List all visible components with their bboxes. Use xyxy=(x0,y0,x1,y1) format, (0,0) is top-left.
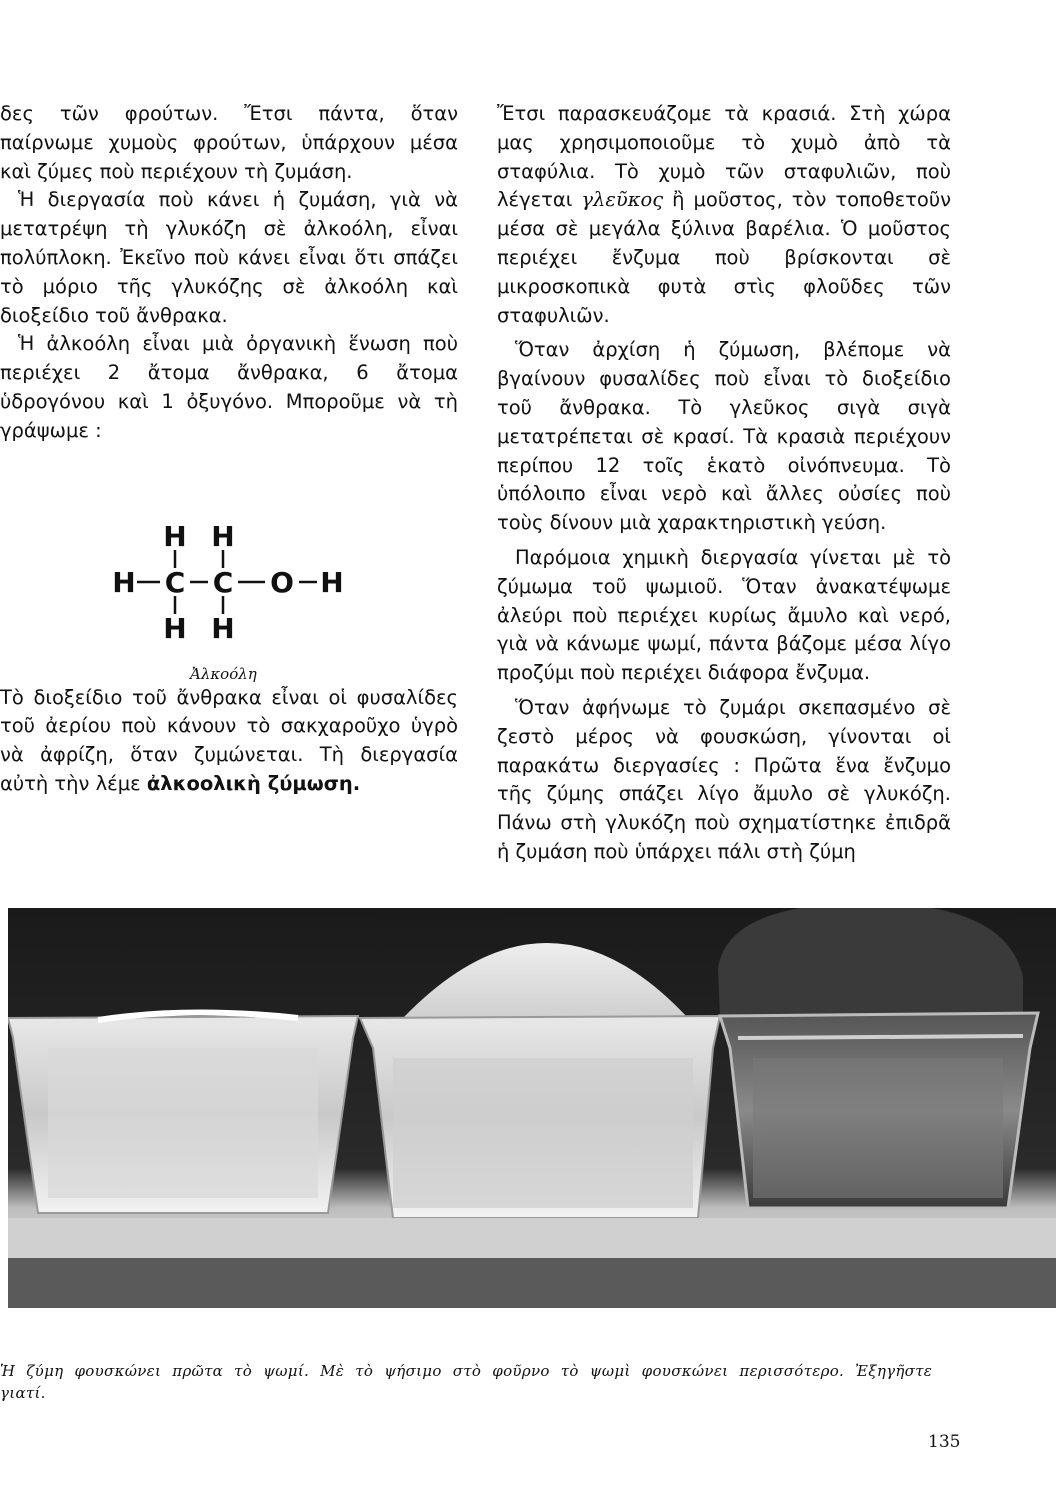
bread-loaves-photo xyxy=(8,908,1056,1308)
photo-illustration xyxy=(8,908,1056,1308)
paragraph: Παρόμοια χημικὴ διεργασία γίνεται μὲ τὸ ζύμωμα τοῦ ψωμιοῦ. Ὅταν ἀνακατέψωμε ἀλεύρι ποὺ περιέχει κυρίως ἄμυλο καὶ νερό, γιὰ νὰ κάνωμε ψωμί, πάντα βάζομε μέσα λίγο προζύμι ποὺ περιέχει διάφορα ἔνζυμα. xyxy=(497,545,951,685)
atom-h-left: H xyxy=(112,566,136,599)
paragraph: Ὅταν ἀφήνωμε τὸ ζυμάρι σκεπασμένο σὲ ζεστὸ μέρος νὰ φουσκώση, γίνονται οἱ παρακάτω διεργασίες : Πρῶτα ἕνα ἔνζυμο τῆς ζύμης σπάζει λίγο ἄμυλο σὲ γλυκόζη. Πάνω στὴ γλυκόζη ποὺ σχηματίστηκε ἐπιδρᾶ ἡ ζυμάση ποὺ ὑπάρχει πάλι στὴ ζύμη xyxy=(497,695,951,863)
atom-h-right: H xyxy=(320,566,344,599)
atom-o: O xyxy=(270,566,294,599)
atom-h-top-1: H xyxy=(163,520,187,553)
atom-h-bottom-2: H xyxy=(211,612,235,645)
paragraph-text: ἢ μοῦστος, τὸν τοποθετοῦν μέσα σὲ μεγάλα ξύλινα βαρέλια. Ὁ μοῦστος περιέχει ἔνζυμα ποὺ βρίσκονται σὲ μικροσκοπικὰ φυτὰ στὶς φλοῦδες τῶν σταφυλιῶν. xyxy=(497,188,951,327)
paragraph: δες τῶν φρούτων. Ἔτσι πάντα, ὅταν παίρνωμε χυμοὺς φρούτων, ὑπάρχουν μέσα καὶ ζύμες ποὺ περιέχουν τὴ ζυμάση. xyxy=(0,102,458,183)
atom-c-1: C xyxy=(164,566,186,599)
paragraph: Ἡ ἀλκοόλη εἶναι μιὰ ὀργανικὴ ἕνωση ποὺ περιέχει 2 ἄτομα ἄνθρακα, 6 ἄτομα ὑδρογόνου καὶ 1 ὀξυγόνο. Μποροῦμε νὰ τὴ γράψωμε : xyxy=(0,332,458,442)
photo-caption: Ἡ ζύμη φουσκώνει πρῶτα τὸ ψωμί. Μὲ τὸ ψήσιμο στὸ φοῦρνο τὸ ψωμὶ φουσκώνει περισσότερο. Ἐξηγῆστε γιατί. xyxy=(0,1362,933,1402)
atom-h-bottom-1: H xyxy=(163,612,187,645)
paragraph-text: Τὸ διοξείδιο τοῦ ἄνθρακα εἶναι οἱ φυσαλίδες τοῦ ἀερίου ποὺ κάνουν τὸ σακχαροῦχο ὑγρὸ νὰ ἀφρίζη, ὅταν ζυμώνεται. Τὴ διεργασία αὐτὴ τὴν λέμε xyxy=(0,685,458,795)
term-alcoholic-fermentation: ἀλκοολικὴ ζύμωση. xyxy=(146,771,361,795)
paragraph: Ἡ διεργασία ποὺ κάνει ἡ ζυμάση, γιὰ νὰ μετατρέψη τὴ γλυκόζη σὲ ἀλκοόλη, εἶναι πολύπλοκη. Ἐκεῖνο ποὺ κάνει εἶναι ὅτι σπάζει τὸ μόριο τῆς γλυκόζης σὲ ἀλκοόλη καὶ διοξείδιο τοῦ ἄνθρακα. xyxy=(0,188,458,327)
paragraph xyxy=(497,100,951,330)
right-column xyxy=(497,100,951,867)
paragraph: Ὅταν ἀρχίση ἡ ζύμωση, βλέπομε νὰ βγαίνουν φυσαλίδες ποὺ εἶναι τὸ διοξείδιο τοῦ ἄνθρακα. Τὸ γλεῦκος σιγὰ σιγὰ μετατρέπεται σὲ κρασί. Τὰ κρασιὰ περιέχουν περίπου 12 τοῖς ἑκατὸ οἰνόπνευμα. Τὸ ὑπόλοιπο εἶναι νερὸ καὶ ἄλλες οὐσίες ποὺ τοὺς δίνουν μιὰ χαρακτηριστικὴ γεύση. xyxy=(497,338,951,535)
term-gleukos: γλεῦκος xyxy=(581,188,664,212)
atom-c-2: C xyxy=(212,566,234,599)
formula-caption: Ἀλκοόλη xyxy=(190,665,257,683)
atom-h-top-2: H xyxy=(211,520,235,553)
left-column xyxy=(0,100,458,799)
paragraph xyxy=(0,684,458,799)
paragraph-text: Ἔτσι παρασκευάζομε τὰ κρασιά. Στὴ χώρα μας χρησιμοποιοῦμε τὸ χυμὸ ἀπὸ τὰ σταφύλια. Τὸ χυμὸ τῶν σταφυλιῶν, ποὺ λέγεται xyxy=(497,102,951,212)
page-number: 135 xyxy=(928,1432,961,1452)
formula-diagram xyxy=(110,512,360,662)
